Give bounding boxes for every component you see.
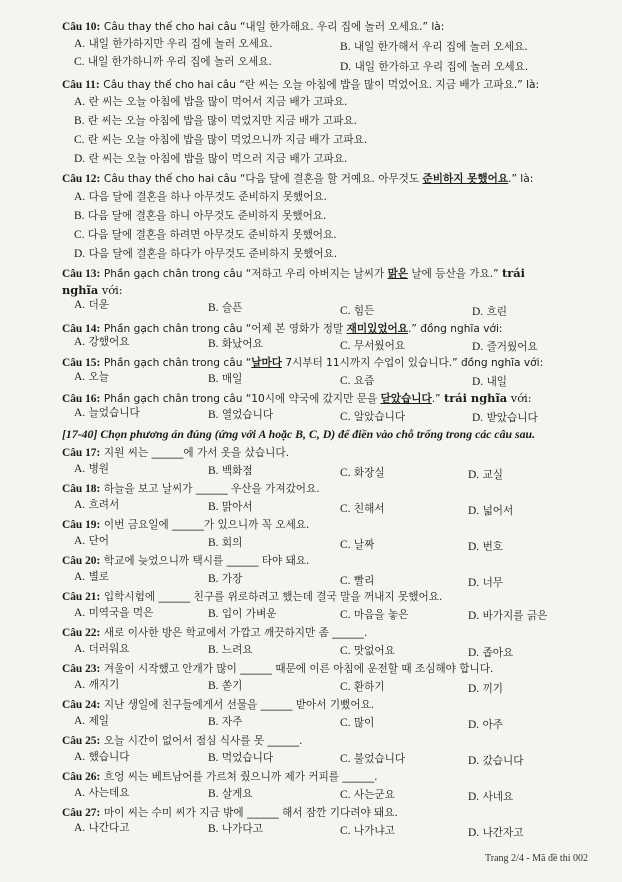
question-stem: Câu thay thế cho hai câu “내일 한가해요. 우리 집에 놀러 오세요.” là: [103,21,445,33]
question-27 [62,805,596,820]
question-25 [62,733,596,748]
question-stem: Phần gạch chân trong câu “10시에 약국에 갔지만 문을 [103,393,381,405]
option-key: D. [468,469,480,481]
option-text: 내일 한가하고 우리 집에 놀러 오세요. [354,61,529,73]
option-key: D. [468,541,480,553]
option-text: 다음 달에 결혼을 하니 아무것도 준비하지 못했어요. [87,210,327,222]
option-text: 힘든 [353,305,375,317]
option-text: 흐려서 [88,499,120,511]
option-c [340,304,374,318]
option-key: D. [468,647,480,659]
option-key: D. [468,577,480,589]
option-key: D. [468,683,480,695]
option-text: 쏟기 [221,680,243,692]
option-c [340,466,385,480]
question-number: Câu 24: [62,699,101,711]
question-stem: 흐엉 씨는 베트남어를 가르쳐 줬으니까 제가 커피를 ______. [103,771,378,783]
option-text: 회의 [221,537,243,549]
option-text: 입이 가벼운 [221,608,277,620]
option-text: 내일 [486,376,508,388]
option-c [340,608,408,622]
option-a [74,678,119,692]
question-20 [62,553,596,568]
option-text: 슬픈 [221,302,243,314]
option-text: 란 씨는 오늘 아침에 밥을 많이 먹었으니까 지금 배가 고파요. [87,134,368,146]
option-c [74,228,337,242]
option-text: 갔습니다 [482,755,524,767]
option-c [74,55,272,69]
option-text: 매일 [221,373,243,385]
antonym-label: trái [502,266,525,280]
question-14 [62,321,596,336]
option-c [340,752,405,766]
option-c [340,374,374,388]
option-c [340,538,374,552]
option-key: D. [340,61,352,73]
option-key: B. [340,41,351,53]
question-12 [62,171,596,186]
question-stem-end: .” là: [508,173,534,185]
option-key: D. [468,610,480,622]
option-text: 가장 [221,573,243,585]
question-19 [62,517,596,532]
option-d [468,576,503,590]
option-text: 미역국을 먹은 [88,607,154,619]
question-number: Câu 15: [62,357,101,369]
question-18 [62,481,596,496]
option-a [74,298,109,312]
question-stem-mid: .” [431,393,444,405]
option-key: C. [340,340,351,352]
option-key: D. [468,791,480,803]
option-a [74,37,273,51]
option-a [74,190,327,204]
option-d [472,375,507,389]
option-b [208,372,242,386]
option-text: 오늘 [88,371,110,383]
option-key: B. [74,210,85,222]
question-stem: 겨울이 시작했고 안개가 많이 ______ 때문에 이른 아침에 운전할 때 조심해야 합니다. [103,663,494,675]
option-b [74,114,357,128]
option-key: B. [208,823,219,835]
option-key: C. [340,305,351,317]
option-d [468,682,503,696]
option-d [468,540,503,554]
option-key: C. [340,681,351,693]
option-c [340,716,374,730]
option-key: D. [74,153,86,165]
option-key: D. [468,719,480,731]
underlined-phrase: 준비하지 못했어요 [422,173,509,185]
option-a [74,714,109,728]
option-text: 사는군요 [353,789,395,801]
question-stem-mid: 날에 등산을 가요.” [408,268,502,280]
option-key: C. [340,789,351,801]
page-footer: Trang 2/4 - Mã đề thi 002 [485,853,588,864]
question-26 [62,769,596,784]
option-b [208,715,242,729]
option-text: 받았습니다 [486,412,538,424]
option-key: C. [74,134,85,146]
option-key: D. [472,412,484,424]
option-key: D. [468,505,480,517]
option-key: B. [74,115,85,127]
option-key: A. [74,787,86,799]
option-key: A. [74,715,86,727]
option-text: 더러워요 [88,643,130,655]
question-stem-end: .” đồng nghĩa với: [408,323,503,335]
option-text: 단어 [88,535,110,547]
option-b [208,572,242,586]
question-stem: 지난 생일에 친구들에게서 선물을 ______ 받아서 기뻤어요. [103,699,375,711]
option-text: 내일 한가하지만 우리 집에 놀러 오세요. [88,38,273,50]
option-key: C. [340,503,351,515]
underlined-phrase: 맑은 [387,268,409,280]
option-key: A. [74,191,86,203]
option-text: 느려요 [221,644,253,656]
option-text: 화났어요 [221,338,263,350]
option-c [340,680,385,694]
question-17 [62,445,596,460]
question-number: Câu 18: [62,483,101,495]
option-text: 먹었습니다 [221,752,274,764]
option-text: 불었습니다 [353,753,406,765]
question-number: Câu 25: [62,735,101,747]
option-text: 날짜 [353,539,375,551]
option-text: 즐거웠어요 [486,341,538,353]
option-d [468,790,513,804]
option-text: 너무 [482,577,504,589]
question-stem: Phần gạch chân trong câu “ [103,357,252,369]
option-text: 아주 [482,719,504,731]
option-d [468,646,513,660]
question-stem-end: 7시부터 11시까지 수업이 있습니다.” đồng nghĩa với: [282,357,544,369]
option-text: 맛없어요 [353,645,395,657]
option-text: 교실 [482,469,504,481]
option-a [74,570,109,584]
option-text: 나간다고 [88,822,130,834]
option-key: C. [340,825,351,837]
option-key: D. [472,341,484,353]
question-stem: 이번 금요일에 ______가 있으니까 꼭 오세요. [103,519,310,531]
option-text: 나가다고 [221,823,263,835]
option-key: C. [340,717,351,729]
option-key: A. [74,499,86,511]
question-stem: 마이 씨는 수미 씨가 지금 밖에 ______ 해서 잠깐 기다려야 돼요. [103,807,398,819]
option-a [74,534,109,548]
option-text: 요즘 [353,375,375,387]
option-key: C. [74,56,85,68]
option-text: 화장실 [353,467,385,479]
question-number: Câu 17: [62,447,101,459]
option-key: A. [74,38,86,50]
question-15 [62,355,596,370]
question-stem: 새로 이사한 방은 학교에서 가깝고 깨끗하지만 좀 ______. [103,627,368,639]
option-key: C. [340,411,351,423]
option-b [208,500,253,514]
option-key: A. [74,643,86,655]
option-a [74,606,153,620]
option-text: 란 씨는 오늘 아침에 밥을 많이 먹으러 지금 배가 고파요. [88,153,348,165]
option-b [208,822,263,836]
option-text: 다음 달에 결혼을 하나 아무것도 준비하지 못했어요. [88,191,328,203]
option-text: 넓어서 [482,505,514,517]
option-text: 란 씨는 오늘 아침에 밥을 많이 먹었지만 지금 배가 고파요. [87,115,357,127]
question-13-cont [62,283,596,297]
option-text: 사네요 [482,791,514,803]
option-b [208,337,263,351]
option-text: 다음 달에 결혼을 하려면 아무것도 준비하지 못했어요. [87,229,337,241]
question-21 [62,589,596,604]
question-stem: 입학시험에 ______ 친구를 위로하려고 했는데 결국 말을 꺼내지 못했어요. [103,591,443,603]
option-b [340,40,528,54]
option-a [74,821,130,835]
option-a [74,335,130,349]
question-number: Câu 19: [62,519,101,531]
option-key: A. [74,96,86,108]
option-b [208,464,253,478]
option-a [74,370,109,384]
option-text: 강했어요 [88,336,130,348]
option-d [472,305,507,319]
option-key: B. [208,373,219,385]
option-d [468,468,503,482]
option-a [74,750,130,764]
option-c [340,644,395,658]
question-number: Câu 16: [62,393,101,405]
option-key: B. [208,573,219,585]
option-c [340,410,405,424]
question-10 [62,19,596,34]
option-c [340,339,405,353]
option-key: A. [74,679,86,691]
option-text: 흐린 [486,306,508,318]
option-text: 깨지기 [88,679,120,691]
option-c [340,574,374,588]
option-text: 내일 한가해서 우리 집에 놀러 오세요. [353,41,528,53]
question-number: Câu 21: [62,591,101,603]
option-text: 했습니다 [88,751,130,763]
option-key: A. [74,607,86,619]
option-b [208,679,242,693]
question-stem: Phần gạch chân trong câu “어제 본 영화가 정말 [103,323,347,335]
option-key: C. [340,645,351,657]
option-d [468,754,524,768]
option-b [208,408,273,422]
question-stem-end: với: [98,283,123,297]
option-text: 환하기 [353,681,385,693]
option-a [74,406,140,420]
option-text: 열었습니다 [221,409,274,421]
option-b [208,536,242,550]
option-text: 살게요 [221,788,253,800]
option-b [208,301,242,315]
option-d [468,826,524,840]
option-key: B. [208,680,219,692]
option-key: C. [340,609,351,621]
option-a [74,786,130,800]
option-key: A. [74,751,86,763]
option-key: A. [74,463,86,475]
option-d [468,718,503,732]
question-number: Câu 11: [62,79,100,91]
question-23 [62,661,596,676]
option-d [472,340,538,354]
question-stem: 지원 씨는 ______에 가서 옷을 샀습니다. [103,447,289,459]
section-instruction: [17-40] Chọn phương án đúng (ứng với A hoặc B, C, D) để điền vào chỗ trống trong các câu sau. [62,427,536,441]
option-text: 마음을 놓은 [353,609,409,621]
option-a [74,642,130,656]
option-key: A. [74,299,86,311]
option-text: 알았습니다 [353,411,406,423]
option-key: B. [208,501,219,513]
question-11 [62,77,596,92]
question-stem: Câu thay thế cho hai câu “란 씨는 오늘 아침에 밥을 많이 먹었어요. 지금 배가 고파요.” là: [103,79,540,91]
question-number: Câu 10: [62,21,101,33]
option-d [74,152,347,166]
option-key: B. [208,537,219,549]
option-text: 자주 [221,716,243,728]
option-b [208,643,253,657]
option-text: 란 씨는 오늘 아침에 밥을 많이 먹어서 지금 배가 고파요. [88,96,348,108]
question-number: Câu 22: [62,627,101,639]
option-b [74,209,326,223]
option-a [74,498,119,512]
question-stem: Phần gạch chân trong câu “저하고 우리 아버지는 날씨가 [103,268,388,280]
option-text: 나간자고 [482,827,524,839]
option-text: 다음 달에 결혼을 하다가 아무것도 준비하지 못했어요. [88,248,338,260]
option-text: 늘었습니다 [88,407,140,419]
option-key: C. [340,575,351,587]
option-text: 백화점 [221,465,253,477]
option-key: D. [472,376,484,388]
option-text: 바가지를 긁은 [482,610,548,622]
option-key: B. [208,409,219,421]
option-key: D. [472,306,484,318]
option-text: 병원 [88,463,110,475]
option-text: 많이 [353,717,375,729]
option-text: 사는데요 [88,787,130,799]
option-key: A. [74,822,86,834]
option-text: 번호 [482,541,504,553]
option-key: C. [340,375,351,387]
option-d [468,504,513,518]
antonym-label: nghĩa [62,283,99,297]
option-key: C. [340,753,351,765]
underlined-phrase: 닫았습니다 [380,393,432,405]
antonym-label: trái nghĩa [443,391,508,405]
option-key: C. [74,229,85,241]
question-13 [62,266,596,281]
option-c [340,824,395,838]
option-text: 제일 [88,715,110,727]
question-number: Câu 23: [62,663,101,675]
question-stem: 오늘 시간이 없어서 점심 식사를 못 ______. [103,735,303,747]
option-key: A. [74,535,86,547]
option-key: D. [468,755,480,767]
question-22 [62,625,596,640]
option-a [74,95,347,109]
option-key: B. [208,644,219,656]
question-number: Câu 20: [62,555,101,567]
option-key: A. [74,371,86,383]
option-d [74,247,337,261]
option-text: 친해서 [353,503,385,515]
option-key: B. [208,608,219,620]
option-key: B. [208,465,219,477]
option-b [208,751,273,765]
option-key: D. [74,248,86,260]
option-d [472,411,538,425]
question-number: Câu 14: [62,323,101,335]
option-key: B. [208,788,219,800]
option-text: 나가냐고 [353,825,395,837]
underlined-phrase: 재미있었어요 [346,323,409,335]
option-text: 내일 한가하니까 우리 집에 놀러 오세요. [87,56,272,68]
question-number: Câu 27: [62,807,101,819]
option-key: B. [208,302,219,314]
question-24 [62,697,596,712]
underlined-phrase: 날마다 [251,357,282,369]
option-key: C. [340,467,351,479]
option-text: 더운 [88,299,110,311]
option-d [468,609,547,623]
option-c [74,133,367,147]
option-d [340,60,528,74]
question-stem: 하늘을 보고 날씨가 ______ 우산을 가져갔어요. [103,483,320,495]
question-stem: 학교에 늦었으니까 택시를 ______ 타야 돼요. [103,555,310,567]
option-a [74,462,109,476]
option-key: B. [208,752,219,764]
option-key: B. [208,716,219,728]
option-text: 끼기 [482,683,504,695]
option-text: 빨리 [353,575,375,587]
question-16 [62,391,596,406]
option-b [208,787,253,801]
option-key: A. [74,336,86,348]
option-b [208,607,276,621]
option-text: 맑아서 [221,501,253,513]
option-key: D. [468,827,480,839]
question-number: Câu 12: [62,173,101,185]
option-text: 별로 [88,571,110,583]
option-key: B. [208,338,219,350]
option-c [340,788,395,802]
question-number: Câu 13: [62,268,101,280]
option-text: 좁아요 [482,647,514,659]
option-c [340,502,385,516]
option-text: 무서웠어요 [353,340,406,352]
question-stem-end: với: [507,391,532,405]
option-key: A. [74,407,86,419]
option-key: C. [340,539,351,551]
question-number: Câu 26: [62,771,101,783]
option-key: A. [74,571,86,583]
question-stem: Câu thay thế cho hai câu “다음 달에 결혼을 할 거예요. 아무것도 [103,173,423,185]
